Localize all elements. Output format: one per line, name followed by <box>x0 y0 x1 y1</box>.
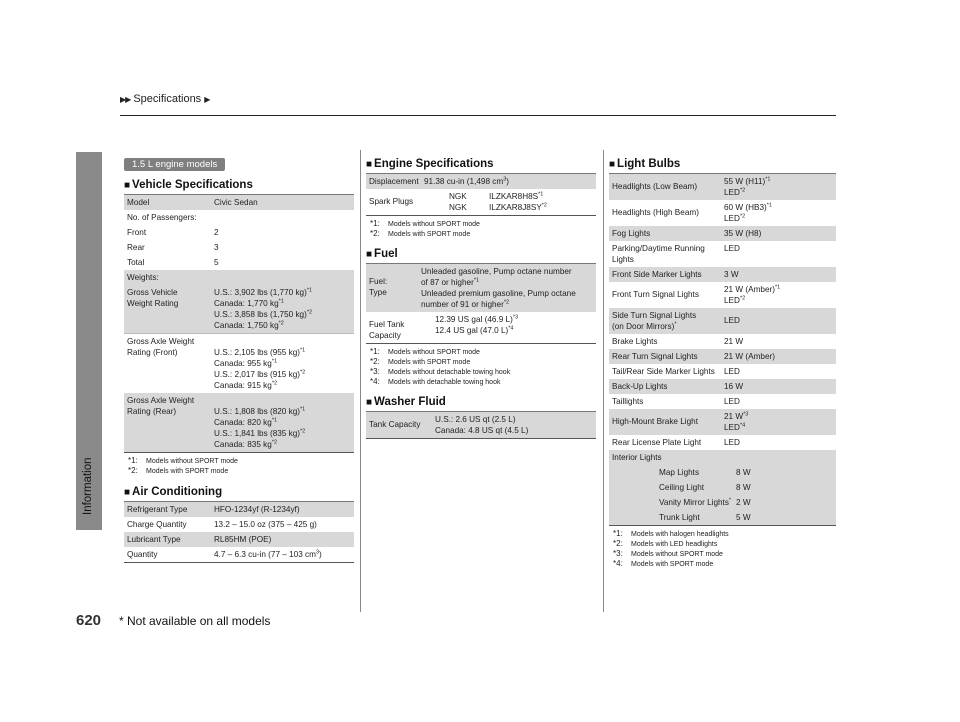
value-line: LED$^{*2}$ <box>724 213 746 223</box>
row-label: Total <box>127 258 145 267</box>
table-row <box>609 308 836 334</box>
table-row: Weights: <box>124 270 354 285</box>
engine-footnotes <box>366 219 596 239</box>
square-bullet-icon: ■ <box>366 397 373 408</box>
table-row <box>124 225 354 240</box>
value-line: 55 W $(H11)^{*1}$ <box>724 176 771 186</box>
square-bullet-icon: ■ <box>124 180 131 191</box>
value-line: U.S.: 1,841 lbs (835 kg)$^{*2}$ <box>214 428 306 438</box>
row-label: Map Lights <box>659 468 700 477</box>
row-label: Headlights (High Beam) <box>612 208 699 217</box>
row-value: Civic Sedan <box>214 198 258 207</box>
value-line: LED <box>724 397 740 406</box>
row-label: Front <box>127 228 147 237</box>
row-value <box>724 228 833 239</box>
value-line: 60 W $(HB3)^{*1}$ <box>724 202 772 212</box>
table-row: Spark Plugs NGK $ILZKAR8H8S^{*1}$ NGK ILZKAR8J8SY$^{*2}$ <box>366 189 596 215</box>
fuel-heading: ■ Fuel <box>366 248 398 260</box>
footnote-line: *1: Models without SPORT mode <box>370 219 480 228</box>
row-value: 8 W <box>736 468 751 477</box>
value-line: 12.39 US gal (46.9 L)$^{*3}$ <box>435 314 519 324</box>
row-label: Brake Lights <box>612 337 658 346</box>
value-line: U.S.: 1,808 lbs (820 kg)$^{*1}$ <box>214 406 306 416</box>
row-label: Refrigerant Type <box>127 505 188 514</box>
row-label: Model <box>127 198 150 207</box>
value-line: Canada: 1,770 $kg^{*1}$ <box>214 298 284 308</box>
table-row: Gross Axle Weight Rating (Rear) U.S.: 1,808 lbs (820 kg)$^{*1}$ Canada: 820 $kg^{*1}$ U.S.: 1,841 lbs (835 kg)$^{*2}$ Canada: 835 $kg^{*2}$ <box>124 393 354 452</box>
footnote-line: *2: Models with LED headlights <box>613 539 718 548</box>
row-label: Ceiling Light <box>659 483 705 492</box>
row-value: 3 <box>214 243 219 252</box>
value-line: LED <box>724 367 740 376</box>
table-row <box>124 517 354 532</box>
table-row <box>609 364 836 379</box>
row-label: Rear Turn Signal Lights <box>612 352 698 361</box>
value-line: U.S.: 2,017 lbs (915 kg)$^{*2}$ <box>214 369 306 379</box>
value-line: U.S.: 2.6 US qt (2.5 L) <box>435 415 516 424</box>
value-line: LED$^{*2}$ <box>724 187 746 197</box>
washer-fluid-table <box>366 411 596 439</box>
footnote-line: *2: Models with SPORT mode <box>128 466 229 475</box>
table-row <box>609 200 836 226</box>
value-line: U.S.: 3,858 lbs (1,750 kg)$^{*2}$ <box>214 309 313 319</box>
value-line: LED$^{*2}$ <box>724 295 746 305</box>
table-row: Displacement 91.38 cu-in (1,498 $cm^3$) <box>366 174 596 189</box>
engine-specifications-heading: ■ Engine Specifications <box>366 158 494 170</box>
row-label: Fog Lights <box>612 229 651 238</box>
table-row <box>609 480 836 495</box>
value-line: NGK $ILZKAR8H8S^{*1}$ <box>449 191 544 201</box>
table-row <box>609 241 836 267</box>
breadcrumb[interactable] <box>120 93 212 105</box>
value-line: LED <box>724 438 740 447</box>
table-row <box>609 435 836 450</box>
fuel-footnotes <box>366 347 596 387</box>
vehicle-specifications-table <box>124 194 354 453</box>
table-row: Fuel Tank Capacity 12.39 US gal (46.9 L)$^{*3}$ 12.4 US gal (47.0 L)$^{*4}$ <box>366 312 596 343</box>
value-line: Canada: 955 $kg^{*1}$ <box>214 358 278 368</box>
fuel-table <box>366 263 596 344</box>
table-row <box>609 465 836 480</box>
table-row <box>609 394 836 409</box>
footnote-line: *3: Models without detachable towing hook <box>370 367 511 376</box>
row-value: 2 W <box>736 498 751 507</box>
table-row <box>609 226 836 241</box>
value-line: Canada: 1,750 $kg^{*2}$ <box>214 320 284 330</box>
engine-models-badge: 1.5 L engine models <box>124 158 225 171</box>
square-bullet-icon: ■ <box>124 487 131 498</box>
row-value <box>724 411 833 433</box>
light-bulbs-table <box>609 173 836 526</box>
table-row: Interior Lights <box>609 450 836 465</box>
air-conditioning-heading: ■ Air Conditioning <box>124 486 223 498</box>
table-row <box>609 495 836 510</box>
middle-column <box>366 154 596 439</box>
vehicle-specifications-heading: ■ Vehicle Specifications <box>124 179 253 191</box>
row-label: Quantity <box>127 550 158 559</box>
value-line: Canada: 4.8 US qt (4.5 L) <box>435 426 529 435</box>
table-row <box>609 334 836 349</box>
square-bullet-icon: ■ <box>366 249 373 260</box>
row-label: High-Mount Brake Light <box>612 417 699 426</box>
row-label: Parking/Daytime Running Lights <box>612 244 705 264</box>
footnote-line: *1: Models with halogen headlights <box>613 529 729 538</box>
row-value <box>724 336 833 347</box>
column-divider <box>603 150 604 612</box>
row-value: 5 <box>214 258 219 267</box>
footnote-line: *4: Models with detachable towing hook <box>370 377 501 386</box>
row-label: Trunk Light <box>659 513 700 522</box>
row-label: Lubricant Type <box>127 535 181 544</box>
section-tab-label: Information <box>82 457 94 515</box>
value-line: 16 W <box>724 382 744 391</box>
light-bulbs-footnotes <box>609 529 836 569</box>
table-row <box>609 409 836 435</box>
table-row <box>609 267 836 282</box>
value-line: 21 $W^{*3}$ <box>724 411 749 421</box>
column-divider <box>360 150 361 612</box>
row-label: Rear License Plate Light <box>612 438 702 447</box>
footnote-line: *3: Models without SPORT mode <box>613 549 723 558</box>
arrow-icon: ▶ <box>204 95 210 104</box>
table-row: Gross Vehicle Weight Rating U.S.: 3,902 lbs (1,770 kg)$^{*1}$ Canada: 1,770 $kg^{*1}$ U.S.: 3,858 lbs (1,750 kg)$^{*2}$ Canada: 1,750 $kg^{*2}$ <box>124 285 354 333</box>
table-row <box>124 195 354 210</box>
row-label: Vanity Mirror Lights* <box>659 497 732 507</box>
value-line: 3 W <box>724 270 739 279</box>
table-row <box>609 510 836 525</box>
value-line: LED$^{*4}$ <box>724 422 746 432</box>
table-row <box>609 174 836 200</box>
table-row: Tank Capacity U.S.: 2.6 US qt (2.5 L) Canada: 4.8 US qt (4.5 L) <box>366 412 596 438</box>
table-row <box>124 502 354 517</box>
footnote-line: *2: Models with SPORT mode <box>370 357 471 366</box>
value-line: U.S.: 2,105 lbs (955 kg)$^{*1}$ <box>214 347 306 357</box>
table-row: Fuel: Type Unleaded gasoline, Pump octane number of 87 or higher$^{*1}$ Unleaded premium gasoline, Pump octane number of 91 or higher$^{*2}$ <box>366 264 596 312</box>
square-bullet-icon: ■ <box>366 159 373 170</box>
air-conditioning-table <box>124 501 354 563</box>
light-bulbs-heading: ■ Light Bulbs <box>609 158 681 170</box>
value-line: LED <box>724 316 740 325</box>
value-line: 21 W <box>724 337 744 346</box>
value-line: NGK ILZKAR8J8SY$^{*2}$ <box>449 202 547 212</box>
value-line: 35 W (H8) <box>724 229 762 238</box>
table-row <box>609 379 836 394</box>
row-label: Front Side Marker Lights <box>612 270 702 279</box>
double-arrow-icon: ▶▶ <box>120 95 131 104</box>
row-value: 13.2 – 15.0 oz (375 – 425 g) <box>214 520 317 529</box>
row-value: 4.7 – 6.3 cu-in (77 – 103 $cm^3$) <box>214 549 322 559</box>
footnote-line: *2: Models with SPORT mode <box>370 229 471 238</box>
vehicle-footnotes <box>124 456 354 476</box>
value-line: LED <box>724 244 740 253</box>
header-rule <box>120 115 836 116</box>
value-line: U.S.: 3,902 lbs (1,770 kg)$^{*1}$ <box>214 287 313 297</box>
row-label: Front Turn Signal Lights <box>612 290 699 299</box>
engine-specifications-table <box>366 173 596 216</box>
row-label: Back-Up Lights <box>612 382 668 391</box>
table-row <box>124 210 354 225</box>
row-value: RL85HM (POE) <box>214 535 272 544</box>
value-line: Canada: 835 $kg^{*2}$ <box>214 439 278 449</box>
table-row <box>124 255 354 270</box>
right-column <box>609 154 836 569</box>
value-line: Canada: 820 $kg^{*1}$ <box>214 417 278 427</box>
page-number: 620 <box>76 612 102 629</box>
row-label: Rear <box>127 243 145 252</box>
left-column <box>124 154 354 563</box>
row-value <box>724 366 833 377</box>
row-label: Charge Quantity <box>127 520 187 529</box>
table-row <box>609 349 836 364</box>
breadcrumb-item[interactable]: Specifications <box>133 93 202 105</box>
table-row <box>124 240 354 255</box>
value-line: Canada: 915 $kg^{*2}$ <box>214 380 278 390</box>
row-value <box>724 284 833 306</box>
value-line: 21 W (Amber) <box>724 352 775 361</box>
row-value <box>724 243 833 254</box>
value-line: 21 W (Amber)$^{*1}$ <box>724 284 781 294</box>
row-value <box>724 396 833 407</box>
square-bullet-icon: ■ <box>609 159 616 170</box>
row-value <box>724 310 833 326</box>
row-value <box>724 381 833 392</box>
row-value <box>724 351 833 362</box>
footnote: * Not available on all models <box>119 614 271 628</box>
row-value: 5 W <box>736 513 751 522</box>
table-row <box>124 532 354 547</box>
value-line: 12.4 US gal (47.0 L)$^{*4}$ <box>435 325 514 335</box>
row-value <box>724 176 833 198</box>
row-value: HFO-1234yf (R-1234yf) <box>214 505 300 514</box>
row-value: 2 <box>214 228 219 237</box>
row-value: 8 W <box>736 483 751 492</box>
table-row <box>609 282 836 308</box>
row-label: Taillights <box>612 397 644 406</box>
row-value <box>724 269 833 280</box>
row-value <box>724 437 833 448</box>
row-label: Side Turn Signal Lights (on Door Mirrors)* <box>612 311 697 331</box>
footnote-line: *4: Models with SPORT mode <box>613 559 714 568</box>
table-row: Gross Axle Weight Rating (Front) U.S.: 2,105 lbs (955 kg)$^{*1}$ Canada: 955 $kg^{*1}$ U.S.: 2,017 lbs (915 kg)$^{*2}$ Canada: 915 $kg^{*2}$ <box>124 333 354 393</box>
footnote-line: *1: Models without SPORT mode <box>128 456 238 465</box>
row-value <box>724 202 833 224</box>
row-label: Tail/Rear Side Marker Lights <box>612 367 715 376</box>
row-label: Headlights (Low Beam) <box>612 182 698 191</box>
washer-fluid-heading: ■ Washer Fluid <box>366 396 446 408</box>
table-row <box>124 547 354 562</box>
row-label: No. of Passengers: <box>127 213 197 222</box>
footnote-line: *1: Models without SPORT mode <box>370 347 480 356</box>
